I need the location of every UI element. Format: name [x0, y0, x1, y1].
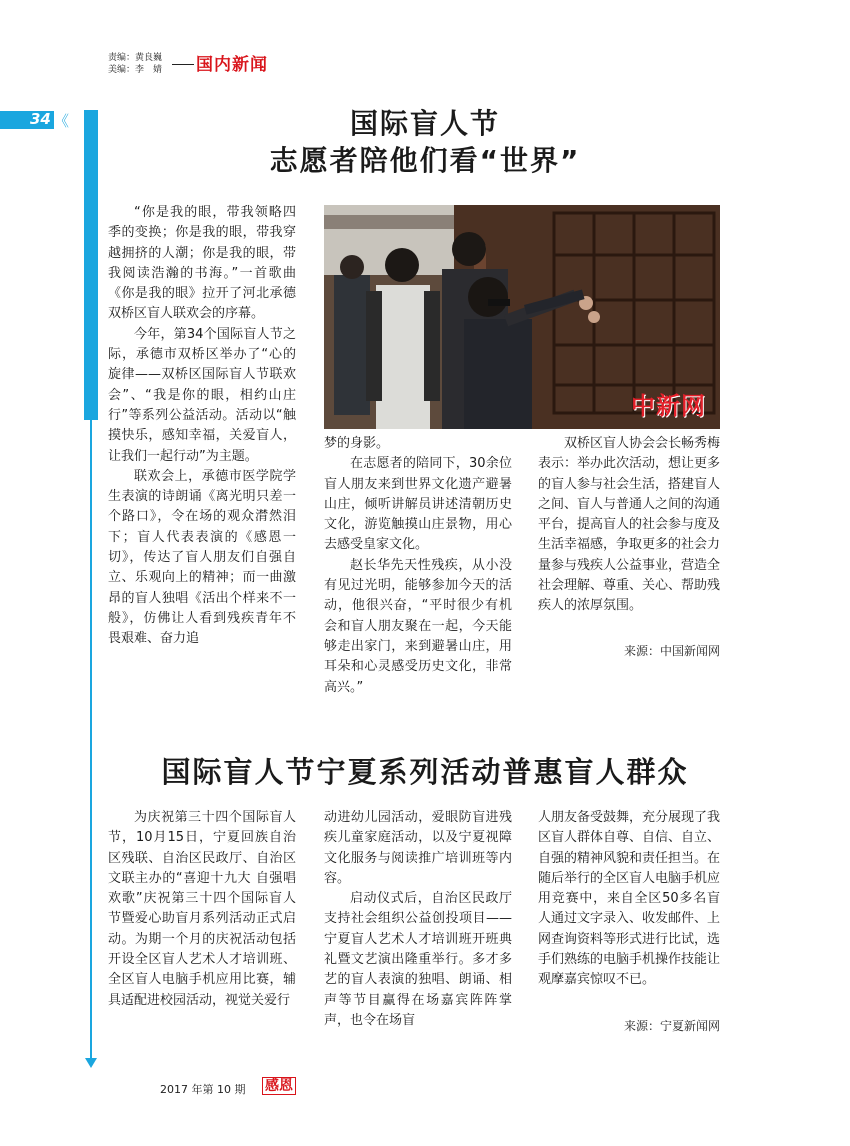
paragraph: 在志愿者的陪同下，30余位盲人朋友来到世界文化遗产避暑山庄，倾听讲解员讲述清朝历史文化，游览触摸山庄景物，用心去感受皇家文化。	[324, 456, 512, 553]
page-chevron: 《	[54, 112, 70, 130]
vertical-accent-line	[90, 420, 92, 1060]
paragraph: 启动仪式后，自治区民政厅支持社会组织公益创投项目——宁夏盲人艺术人才培训班开班典礼暨文艺演出隆重举行。多才多艺的盲人表演的独唱、朗诵、相声等节目赢得在场嘉宾阵阵掌声，也令在场盲	[324, 891, 512, 1028]
magazine-logo: 感恩	[262, 1077, 296, 1095]
article2-column3	[538, 808, 720, 991]
editor-credits	[108, 52, 162, 76]
article1-title-line2: 志愿者陪他们看“世界”	[269, 144, 581, 177]
paragraph: 梦的身影。	[324, 436, 390, 451]
designer-line: 美编：李 婧	[108, 65, 163, 75]
section-title: 国内新闻	[196, 55, 268, 75]
paragraph: 人朋友备受鼓舞，充分展现了我区盲人群体自尊、自信、自立、自强的精神风貌和责任担当。在随后举行的全区盲人电脑手机应用竞赛中，来自全区50多名盲人通过文字录入、收发邮件、上网查询资料等形式进行比试，选手们熟练的电脑手机操作技能让观摩嘉宾惊叹不已。	[538, 810, 721, 988]
article1-source: 来源：中国新闻网	[623, 644, 720, 658]
down-arrow-icon	[85, 1058, 97, 1068]
paragraph: 动进幼儿园活动，爱眼防盲进残疾儿童家庭活动，以及宁夏视障文化服务与阅读推广培训班等内容。	[324, 810, 512, 886]
article1-column2	[324, 434, 512, 698]
photo-watermark-logo: 中新网	[631, 391, 706, 420]
article2-column1	[108, 808, 296, 1011]
article2-title: 国际盲人节宁夏系列活动普惠盲人群众	[161, 755, 689, 789]
paragraph: “你是我的眼，带我领略四季的变换；你是我的眼，带我穿越拥挤的人潮；你是我的眼，带我阅读浩瀚的书海。”一首歌曲《你是我的眼》拉开了河北承德双桥区盲人联欢会的序幕。	[108, 205, 296, 322]
paragraph: 今年，第34个国际盲人节之际，承德市双桥区举办了“心的旋律——双桥区国际盲人节联欢会”、“我是你的眼，相约山庄行”等系列公益活动。活动以“触摸快乐，感知幸福，关爱盲人，让我们一起行动”为主题。	[108, 326, 296, 464]
issue-label: 2017 年第 10 期	[160, 1083, 246, 1096]
paragraph: 赵长华先天性残疾，从小没有见过光明，能够参加今天的活动，他很兴奋，“平时很少有机会和盲人朋友聚在一起，今天能够走出家门，来到避暑山庄，用耳朵和心灵感受历史文化，非常高兴。”	[324, 557, 512, 695]
page-number: 34	[30, 110, 51, 128]
paragraph: 双桥区盲人协会会长畅秀梅表示：举办此次活动，想让更多的盲人参与社会生活，搭建盲人之间、盲人与普通人之间的沟通平台，提高盲人的社会参与度及生活幸福感，争取更多的社会力量参与残疾人公益事业，营造全社会理解、尊重、关心、帮助残疾人的浓厚氛围。	[538, 436, 721, 614]
paragraph: 为庆祝第三十四个国际盲人节，10月15日，宁夏回族自治区残联、自治区民政厅、自治区文联主办的“喜迎十九大 自强唱欢歌”庆祝第三十四个国际盲人节暨爱心助盲月系列活动正式启动。为期一个月的庆祝活动包括开设全区盲人艺术人才培训班、全区盲人电脑手机应用比赛，辅具适配进校园活动，视觉关爱行	[108, 810, 296, 1008]
editor-line: 责编：黄良巍	[108, 53, 163, 63]
article1-column3	[538, 434, 720, 617]
article2-source: 来源：宁夏新闻网	[623, 1019, 720, 1033]
article1-photo	[324, 205, 720, 429]
paragraph: 联欢会上，承德市医学院学生表演的诗朗诵《离光明只差一个路口》，令在场的观众潸然泪下；盲人代表表演的《感恩一切》，传达了盲人朋友们自强自立、乐观向上的精神；而一曲激昂的盲人独唱《活出个样来不一般》，仿佛让人看到残疾青年不畏艰难、奋力追	[108, 468, 296, 647]
article1-title-line1: 国际盲人节	[349, 107, 500, 140]
header-divider	[172, 64, 194, 65]
article2-column2	[324, 808, 512, 1031]
article1-column1	[108, 203, 296, 650]
